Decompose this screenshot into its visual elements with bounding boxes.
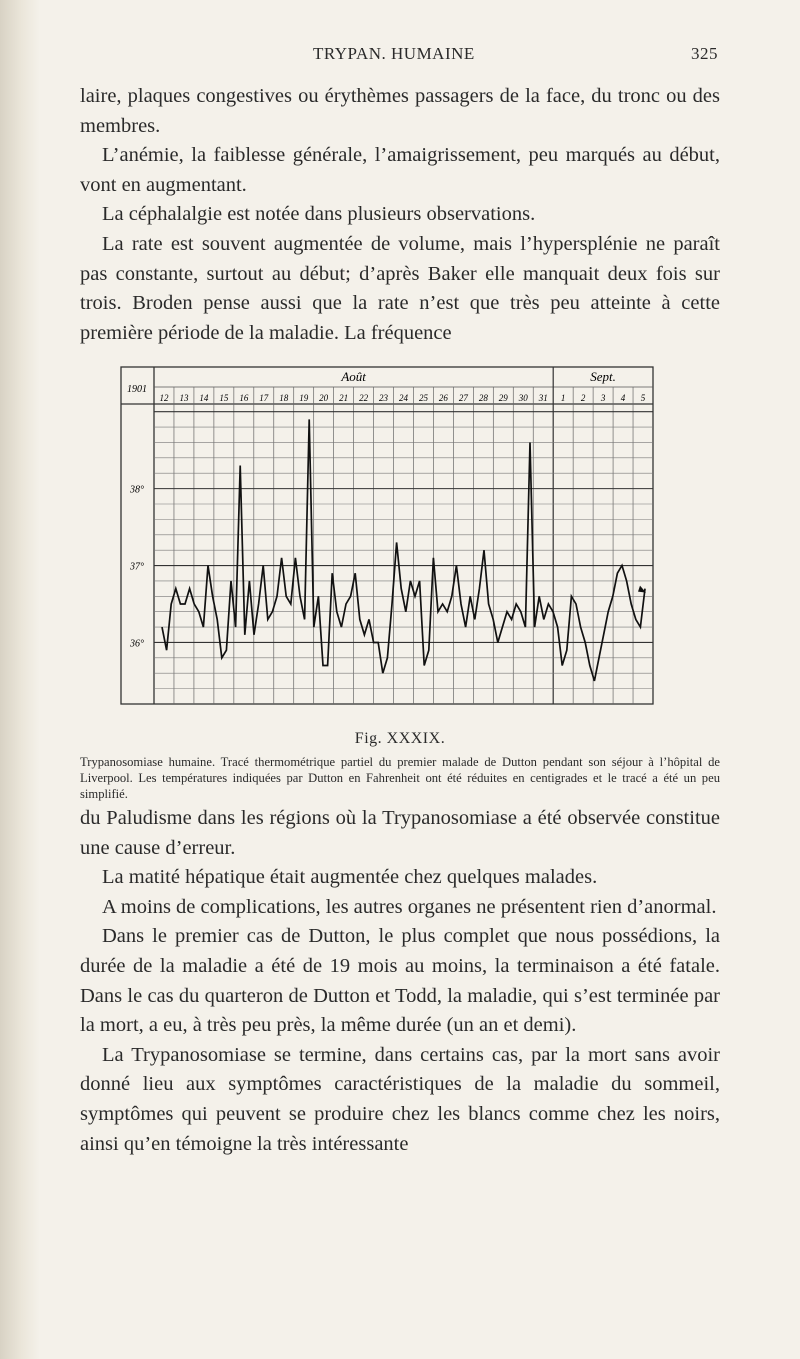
paragraph: du Paludisme dans les régions où la Trypanosomiase a été observée constitue une cause d’erreur. — [80, 807, 720, 859]
y-tick-label: 36° — [130, 638, 144, 650]
body-text-bottom — [80, 804, 720, 1159]
paragraph: La matité hépatique était augmentée chez quelques malades. — [102, 866, 598, 889]
x-tick-label: 17 — [259, 393, 269, 403]
x-tick-label: 12 — [159, 393, 169, 403]
x-tick-label: 21 — [339, 393, 349, 403]
x-tick-label: 14 — [199, 393, 209, 403]
x-tick-label: 26 — [438, 393, 448, 403]
chart-headers — [127, 369, 616, 395]
x-tick-label: 3 — [600, 393, 606, 403]
figure-label: Fig. XXXIX. — [354, 730, 446, 747]
y-tick-labels — [129, 485, 144, 650]
page-number: 325 — [691, 44, 718, 63]
x-tick-label: 23 — [379, 393, 389, 403]
year-label: 1901 — [127, 384, 147, 395]
figure-caption-text: Trypanosomiase humaine. Tracé thermométrique partiel du premier malade de Dutton pendant son séjour à l’hôpital de Liverpool. Les températures indiquées par Dutton en Fahrenheit ont été réduites en centigrades et le tracé a été un peu simplifié. — [80, 755, 720, 801]
body-text-top — [80, 82, 720, 348]
month-label-sept: Sept. — [590, 369, 616, 384]
paragraph: laire, plaques congestives ou érythèmes passagers de la face, du tronc ou des membres. — [80, 85, 720, 137]
x-tick-label: 20 — [319, 393, 329, 403]
x-tick-label: 29 — [498, 393, 508, 403]
book-spine-shadow — [0, 0, 40, 1359]
x-tick-label: 31 — [538, 393, 548, 403]
paragraph: A moins de complications, les autres organes ne présentent rien d’anormal. — [102, 895, 717, 918]
x-tick-label: 5 — [640, 393, 646, 403]
paragraph: La Trypanosomiase se termine, dans certains cas, par la mort sans avoir donné lieu aux symptômes caractéristiques de la maladie du sommeil, symptômes qui peuvent se produire chez les blancs comme chez les noirs, ainsi qu’en témoigne la très intéressante — [80, 1043, 720, 1155]
x-tick-label: 13 — [179, 393, 189, 403]
x-tick-label: 24 — [399, 393, 408, 403]
paragraph: Dans le premier cas de Dutton, le plus complet que nous possédions, la durée de la maladie a été de 19 mois au moins, la terminaison a été fatale. Dans le cas du quarteron de Dutton et Todd, la maladie, qui s’est terminée par la mort, a eu, à très peu près, la même durée (un an et demi). — [80, 925, 720, 1037]
y-tick-label: 37° — [130, 561, 144, 573]
temperature-chart — [120, 366, 654, 706]
temperature-chart-svg — [120, 366, 654, 706]
month-label-aout: Août — [341, 369, 366, 384]
running-header — [123, 44, 718, 70]
x-tick-label: 4 — [620, 393, 626, 403]
x-tick-label: 18 — [279, 393, 289, 403]
paragraph: La céphalalgie est notée dans plusieurs observations. — [102, 203, 536, 226]
x-tick-label: 16 — [239, 393, 249, 403]
x-tick-label: 15 — [219, 393, 229, 403]
x-tick-label: 30 — [518, 393, 528, 403]
x-tick-label: 1 — [560, 393, 566, 403]
x-tick-label: 2 — [580, 393, 586, 403]
x-tick-label: 19 — [299, 393, 309, 403]
paragraph: L’anémie, la faiblesse générale, l’amaigrissement, peu marqués au début, vont en augmentant. — [80, 144, 720, 196]
x-tick-label: 27 — [458, 393, 468, 403]
figure-caption — [80, 754, 720, 802]
x-tick-label: 25 — [418, 393, 428, 403]
paragraph: La rate est souvent augmentée de volume, mais l’hypersplénie ne paraît pas constante, surtout au début; d’après Baker elle manquait deux fois sur trois. Broden pense aussi que la rate n’est que très peu atteinte à cette première période de la maladie. La fréquence — [80, 232, 720, 344]
x-tick-label: 28 — [478, 393, 488, 403]
running-title: TRYPAN. HUMAINE — [313, 44, 475, 63]
x-tick-label: 22 — [359, 393, 369, 403]
y-tick-label: 38° — [130, 484, 144, 496]
